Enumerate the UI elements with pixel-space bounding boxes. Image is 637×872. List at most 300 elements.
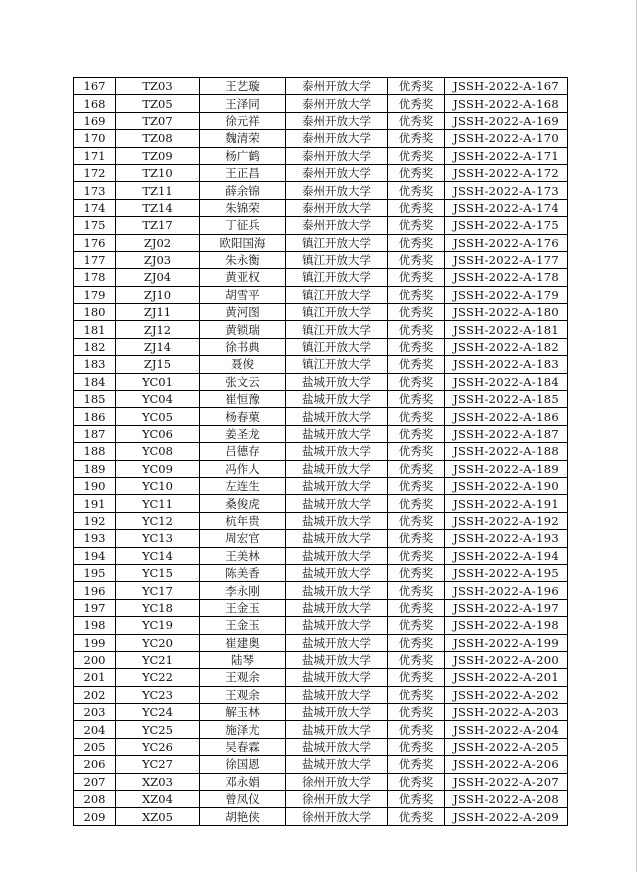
row-number-cell: 178 [74, 269, 116, 286]
name-cell: 陈美香 [200, 564, 286, 581]
row-number-cell: 173 [74, 182, 116, 199]
name-cell: 徐国恩 [200, 756, 286, 773]
name-cell: 胡雪平 [200, 286, 286, 303]
table-row [74, 530, 568, 547]
school-cell: 徐州开放大学 [286, 808, 388, 825]
school-cell: 泰州开放大学 [286, 95, 388, 112]
award-cell: 优秀奖 [388, 425, 445, 442]
entry-code-cell: YC10 [116, 477, 200, 494]
school-cell: 泰州开放大学 [286, 130, 388, 147]
entry-code-cell: YC19 [116, 617, 200, 634]
entry-code-cell: ZJ14 [116, 338, 200, 355]
certificate-number-cell: JSSH-2022-A-194 [445, 547, 568, 564]
entry-code-cell: YC01 [116, 373, 200, 390]
certificate-number-cell: JSSH-2022-A-176 [445, 234, 568, 251]
row-number-cell: 187 [74, 425, 116, 442]
name-cell: 王美林 [200, 547, 286, 564]
table-row [74, 599, 568, 616]
certificate-number-cell: JSSH-2022-A-181 [445, 321, 568, 338]
award-cell: 优秀奖 [388, 617, 445, 634]
entry-code-cell: YC11 [116, 495, 200, 512]
name-cell: 王泽同 [200, 95, 286, 112]
certificate-number-cell: JSSH-2022-A-190 [445, 477, 568, 494]
table-row [74, 164, 568, 181]
certificate-number-cell: JSSH-2022-A-177 [445, 251, 568, 268]
table-row [74, 234, 568, 251]
certificate-number-cell: JSSH-2022-A-175 [445, 217, 568, 234]
entry-code-cell: YC26 [116, 738, 200, 755]
award-cell: 优秀奖 [388, 130, 445, 147]
table-row [74, 686, 568, 703]
entry-code-cell: YC09 [116, 460, 200, 477]
row-number-cell: 197 [74, 599, 116, 616]
award-cell: 优秀奖 [388, 217, 445, 234]
table-row [74, 443, 568, 460]
certificate-number-cell: JSSH-2022-A-207 [445, 773, 568, 790]
school-cell: 盐城开放大学 [286, 512, 388, 529]
certificate-number-cell: JSSH-2022-A-185 [445, 391, 568, 408]
table-row [74, 251, 568, 268]
name-cell: 王艺璇 [200, 78, 286, 95]
table-row [74, 512, 568, 529]
name-cell: 聂俊 [200, 356, 286, 373]
award-cell: 优秀奖 [388, 582, 445, 599]
certificate-number-cell: JSSH-2022-A-201 [445, 669, 568, 686]
entry-code-cell: YC06 [116, 425, 200, 442]
row-number-cell: 183 [74, 356, 116, 373]
school-cell: 镇江开放大学 [286, 251, 388, 268]
row-number-cell: 190 [74, 477, 116, 494]
name-cell: 王正昌 [200, 164, 286, 181]
name-cell: 崔恒豫 [200, 391, 286, 408]
award-cell: 优秀奖 [388, 147, 445, 164]
entry-code-cell: YC05 [116, 408, 200, 425]
table-row [74, 495, 568, 512]
entry-code-cell: ZJ15 [116, 356, 200, 373]
row-number-cell: 182 [74, 338, 116, 355]
row-number-cell: 167 [74, 78, 116, 95]
table-row [74, 773, 568, 790]
name-cell: 胡艳侠 [200, 808, 286, 825]
row-number-cell: 174 [74, 199, 116, 216]
school-cell: 盐城开放大学 [286, 634, 388, 651]
name-cell: 杨春菓 [200, 408, 286, 425]
certificate-number-cell: JSSH-2022-A-208 [445, 791, 568, 808]
certificate-number-cell: JSSH-2022-A-196 [445, 582, 568, 599]
award-cell: 优秀奖 [388, 495, 445, 512]
name-cell: 施泽尤 [200, 721, 286, 738]
school-cell: 盐城开放大学 [286, 530, 388, 547]
entry-code-cell: TZ05 [116, 95, 200, 112]
certificate-number-cell: JSSH-2022-A-183 [445, 356, 568, 373]
school-cell: 盐城开放大学 [286, 477, 388, 494]
certificate-number-cell: JSSH-2022-A-189 [445, 460, 568, 477]
name-cell: 左连生 [200, 477, 286, 494]
award-cell: 优秀奖 [388, 512, 445, 529]
table-row [74, 130, 568, 147]
certificate-number-cell: JSSH-2022-A-193 [445, 530, 568, 547]
name-cell: 崔建奥 [200, 634, 286, 651]
table-row [74, 756, 568, 773]
certificate-number-cell: JSSH-2022-A-182 [445, 338, 568, 355]
entry-code-cell: ZJ12 [116, 321, 200, 338]
row-number-cell: 175 [74, 217, 116, 234]
table-row [74, 651, 568, 668]
row-number-cell: 176 [74, 234, 116, 251]
table-row [74, 634, 568, 651]
award-cell: 优秀奖 [388, 338, 445, 355]
school-cell: 泰州开放大学 [286, 199, 388, 216]
row-number-cell: 172 [74, 164, 116, 181]
table-row [74, 808, 568, 825]
certificate-number-cell: JSSH-2022-A-205 [445, 738, 568, 755]
certificate-number-cell: JSSH-2022-A-188 [445, 443, 568, 460]
row-number-cell: 179 [74, 286, 116, 303]
row-number-cell: 194 [74, 547, 116, 564]
name-cell: 吕德存 [200, 443, 286, 460]
row-number-cell: 208 [74, 791, 116, 808]
school-cell: 盐城开放大学 [286, 738, 388, 755]
name-cell: 欧阳国海 [200, 234, 286, 251]
award-cell: 优秀奖 [388, 791, 445, 808]
name-cell: 黄亚权 [200, 269, 286, 286]
table-row [74, 460, 568, 477]
table-row [74, 582, 568, 599]
table-row [74, 477, 568, 494]
entry-code-cell: XZ03 [116, 773, 200, 790]
entry-code-cell: ZJ02 [116, 234, 200, 251]
entry-code-cell: YC15 [116, 564, 200, 581]
entry-code-cell: TZ07 [116, 112, 200, 129]
name-cell: 李永刚 [200, 582, 286, 599]
award-cell: 优秀奖 [388, 477, 445, 494]
row-number-cell: 185 [74, 391, 116, 408]
award-cell: 优秀奖 [388, 564, 445, 581]
entry-code-cell: XZ04 [116, 791, 200, 808]
entry-code-cell: TZ10 [116, 164, 200, 181]
table-row [74, 564, 568, 581]
award-cell: 优秀奖 [388, 460, 445, 477]
certificate-number-cell: JSSH-2022-A-179 [445, 286, 568, 303]
name-cell: 魏清荣 [200, 130, 286, 147]
entry-code-cell: YC22 [116, 669, 200, 686]
table-row [74, 338, 568, 355]
certificate-number-cell: JSSH-2022-A-199 [445, 634, 568, 651]
row-number-cell: 186 [74, 408, 116, 425]
certificate-number-cell: JSSH-2022-A-204 [445, 721, 568, 738]
award-cell: 优秀奖 [388, 443, 445, 460]
entry-code-cell: YC12 [116, 512, 200, 529]
table-row [74, 182, 568, 199]
row-number-cell: 206 [74, 756, 116, 773]
entry-code-cell: YC25 [116, 721, 200, 738]
row-number-cell: 201 [74, 669, 116, 686]
name-cell: 黄河图 [200, 304, 286, 321]
school-cell: 盐城开放大学 [286, 373, 388, 390]
certificate-number-cell: JSSH-2022-A-186 [445, 408, 568, 425]
school-cell: 泰州开放大学 [286, 182, 388, 199]
name-cell: 徐元祥 [200, 112, 286, 129]
row-number-cell: 198 [74, 617, 116, 634]
certificate-number-cell: JSSH-2022-A-178 [445, 269, 568, 286]
name-cell: 丁征兵 [200, 217, 286, 234]
name-cell: 杭年贵 [200, 512, 286, 529]
row-number-cell: 171 [74, 147, 116, 164]
table-row [74, 738, 568, 755]
award-cell: 优秀奖 [388, 530, 445, 547]
award-cell: 优秀奖 [388, 669, 445, 686]
row-number-cell: 177 [74, 251, 116, 268]
award-cell: 优秀奖 [388, 269, 445, 286]
award-cell: 优秀奖 [388, 321, 445, 338]
school-cell: 徐州开放大学 [286, 791, 388, 808]
certificate-number-cell: JSSH-2022-A-198 [445, 617, 568, 634]
row-number-cell: 191 [74, 495, 116, 512]
table-row [74, 547, 568, 564]
award-cell: 优秀奖 [388, 738, 445, 755]
table-row [74, 391, 568, 408]
row-number-cell: 168 [74, 95, 116, 112]
name-cell: 王观余 [200, 686, 286, 703]
row-number-cell: 207 [74, 773, 116, 790]
school-cell: 镇江开放大学 [286, 356, 388, 373]
certificate-number-cell: JSSH-2022-A-171 [445, 147, 568, 164]
award-cell: 优秀奖 [388, 408, 445, 425]
award-cell: 优秀奖 [388, 164, 445, 181]
school-cell: 盐城开放大学 [286, 704, 388, 721]
entry-code-cell: ZJ03 [116, 251, 200, 268]
award-cell: 优秀奖 [388, 373, 445, 390]
table-row [74, 791, 568, 808]
school-cell: 盐城开放大学 [286, 495, 388, 512]
certificate-number-cell: JSSH-2022-A-206 [445, 756, 568, 773]
school-cell: 徐州开放大学 [286, 773, 388, 790]
award-cell: 优秀奖 [388, 356, 445, 373]
awards-table-body [74, 78, 568, 826]
school-cell: 盐城开放大学 [286, 582, 388, 599]
entry-code-cell: TZ09 [116, 147, 200, 164]
row-number-cell: 204 [74, 721, 116, 738]
name-cell: 邓永娟 [200, 773, 286, 790]
school-cell: 盐城开放大学 [286, 547, 388, 564]
entry-code-cell: XZ05 [116, 808, 200, 825]
certificate-number-cell: JSSH-2022-A-203 [445, 704, 568, 721]
certificate-number-cell: JSSH-2022-A-195 [445, 564, 568, 581]
school-cell: 泰州开放大学 [286, 147, 388, 164]
name-cell: 王金玉 [200, 617, 286, 634]
certificate-number-cell: JSSH-2022-A-167 [445, 78, 568, 95]
certificate-number-cell: JSSH-2022-A-209 [445, 808, 568, 825]
award-cell: 优秀奖 [388, 286, 445, 303]
name-cell: 徐书典 [200, 338, 286, 355]
row-number-cell: 200 [74, 651, 116, 668]
table-row [74, 321, 568, 338]
row-number-cell: 209 [74, 808, 116, 825]
entry-code-cell: YC18 [116, 599, 200, 616]
row-number-cell: 203 [74, 704, 116, 721]
certificate-number-cell: JSSH-2022-A-180 [445, 304, 568, 321]
row-number-cell: 169 [74, 112, 116, 129]
row-number-cell: 188 [74, 443, 116, 460]
name-cell: 周宏官 [200, 530, 286, 547]
school-cell: 盐城开放大学 [286, 408, 388, 425]
row-number-cell: 199 [74, 634, 116, 651]
table-row [74, 78, 568, 95]
certificate-number-cell: JSSH-2022-A-173 [445, 182, 568, 199]
table-row [74, 669, 568, 686]
school-cell: 盐城开放大学 [286, 564, 388, 581]
row-number-cell: 196 [74, 582, 116, 599]
table-row [74, 147, 568, 164]
entry-code-cell: YC23 [116, 686, 200, 703]
entry-code-cell: YC13 [116, 530, 200, 547]
name-cell: 桑俊虎 [200, 495, 286, 512]
entry-code-cell: TZ11 [116, 182, 200, 199]
award-cell: 优秀奖 [388, 756, 445, 773]
school-cell: 盐城开放大学 [286, 391, 388, 408]
certificate-number-cell: JSSH-2022-A-200 [445, 651, 568, 668]
name-cell: 朱永衡 [200, 251, 286, 268]
entry-code-cell: TZ08 [116, 130, 200, 147]
certificate-number-cell: JSSH-2022-A-202 [445, 686, 568, 703]
table-row [74, 721, 568, 738]
row-number-cell: 193 [74, 530, 116, 547]
school-cell: 盐城开放大学 [286, 443, 388, 460]
name-cell: 张文云 [200, 373, 286, 390]
row-number-cell: 181 [74, 321, 116, 338]
awards-table [73, 77, 568, 826]
name-cell: 姜圣龙 [200, 425, 286, 442]
entry-code-cell: TZ17 [116, 217, 200, 234]
school-cell: 镇江开放大学 [286, 269, 388, 286]
name-cell: 王观余 [200, 669, 286, 686]
table-row [74, 304, 568, 321]
entry-code-cell: YC08 [116, 443, 200, 460]
award-cell: 优秀奖 [388, 808, 445, 825]
award-cell: 优秀奖 [388, 251, 445, 268]
name-cell: 薛余锦 [200, 182, 286, 199]
school-cell: 泰州开放大学 [286, 217, 388, 234]
award-cell: 优秀奖 [388, 634, 445, 651]
entry-code-cell: YC20 [116, 634, 200, 651]
school-cell: 盐城开放大学 [286, 651, 388, 668]
certificate-number-cell: JSSH-2022-A-170 [445, 130, 568, 147]
table-row [74, 199, 568, 216]
school-cell: 盐城开放大学 [286, 425, 388, 442]
row-number-cell: 202 [74, 686, 116, 703]
table-row [74, 425, 568, 442]
school-cell: 泰州开放大学 [286, 164, 388, 181]
table-row [74, 217, 568, 234]
entry-code-cell: YC17 [116, 582, 200, 599]
entry-code-cell: ZJ11 [116, 304, 200, 321]
certificate-number-cell: JSSH-2022-A-184 [445, 373, 568, 390]
award-cell: 优秀奖 [388, 234, 445, 251]
award-cell: 优秀奖 [388, 304, 445, 321]
school-cell: 盐城开放大学 [286, 721, 388, 738]
name-cell: 黄锁瑞 [200, 321, 286, 338]
entry-code-cell: YC21 [116, 651, 200, 668]
certificate-number-cell: JSSH-2022-A-187 [445, 425, 568, 442]
school-cell: 泰州开放大学 [286, 112, 388, 129]
entry-code-cell: TZ03 [116, 78, 200, 95]
name-cell: 王金玉 [200, 599, 286, 616]
school-cell: 盐城开放大学 [286, 599, 388, 616]
school-cell: 镇江开放大学 [286, 234, 388, 251]
entry-code-cell: YC14 [116, 547, 200, 564]
table-row [74, 408, 568, 425]
certificate-number-cell: JSSH-2022-A-174 [445, 199, 568, 216]
award-cell: 优秀奖 [388, 95, 445, 112]
certificate-number-cell: JSSH-2022-A-172 [445, 164, 568, 181]
school-cell: 盐城开放大学 [286, 617, 388, 634]
row-number-cell: 180 [74, 304, 116, 321]
name-cell: 朱锦荣 [200, 199, 286, 216]
row-number-cell: 184 [74, 373, 116, 390]
name-cell: 吴春霖 [200, 738, 286, 755]
award-cell: 优秀奖 [388, 599, 445, 616]
award-cell: 优秀奖 [388, 547, 445, 564]
table-row [74, 617, 568, 634]
school-cell: 镇江开放大学 [286, 304, 388, 321]
name-cell: 杨广鹤 [200, 147, 286, 164]
award-cell: 优秀奖 [388, 391, 445, 408]
school-cell: 泰州开放大学 [286, 78, 388, 95]
certificate-number-cell: JSSH-2022-A-197 [445, 599, 568, 616]
award-cell: 优秀奖 [388, 199, 445, 216]
row-number-cell: 195 [74, 564, 116, 581]
name-cell: 冯作人 [200, 460, 286, 477]
table-row [74, 704, 568, 721]
table-row [74, 112, 568, 129]
school-cell: 镇江开放大学 [286, 321, 388, 338]
table-row [74, 286, 568, 303]
name-cell: 陆琴 [200, 651, 286, 668]
certificate-number-cell: JSSH-2022-A-192 [445, 512, 568, 529]
school-cell: 盐城开放大学 [286, 686, 388, 703]
school-cell: 镇江开放大学 [286, 338, 388, 355]
table-row [74, 95, 568, 112]
award-cell: 优秀奖 [388, 651, 445, 668]
certificate-number-cell: JSSH-2022-A-169 [445, 112, 568, 129]
name-cell: 解玉林 [200, 704, 286, 721]
award-cell: 优秀奖 [388, 112, 445, 129]
name-cell: 曾凤仪 [200, 791, 286, 808]
entry-code-cell: YC24 [116, 704, 200, 721]
entry-code-cell: YC27 [116, 756, 200, 773]
certificate-number-cell: JSSH-2022-A-168 [445, 95, 568, 112]
school-cell: 盐城开放大学 [286, 756, 388, 773]
entry-code-cell: TZ14 [116, 199, 200, 216]
certificate-number-cell: JSSH-2022-A-191 [445, 495, 568, 512]
row-number-cell: 205 [74, 738, 116, 755]
award-cell: 优秀奖 [388, 721, 445, 738]
award-cell: 优秀奖 [388, 686, 445, 703]
school-cell: 镇江开放大学 [286, 286, 388, 303]
row-number-cell: 170 [74, 130, 116, 147]
row-number-cell: 192 [74, 512, 116, 529]
entry-code-cell: ZJ10 [116, 286, 200, 303]
award-cell: 优秀奖 [388, 704, 445, 721]
entry-code-cell: YC04 [116, 391, 200, 408]
award-cell: 优秀奖 [388, 182, 445, 199]
award-cell: 优秀奖 [388, 78, 445, 95]
school-cell: 盐城开放大学 [286, 460, 388, 477]
row-number-cell: 189 [74, 460, 116, 477]
entry-code-cell: ZJ04 [116, 269, 200, 286]
table-row [74, 269, 568, 286]
award-cell: 优秀奖 [388, 773, 445, 790]
